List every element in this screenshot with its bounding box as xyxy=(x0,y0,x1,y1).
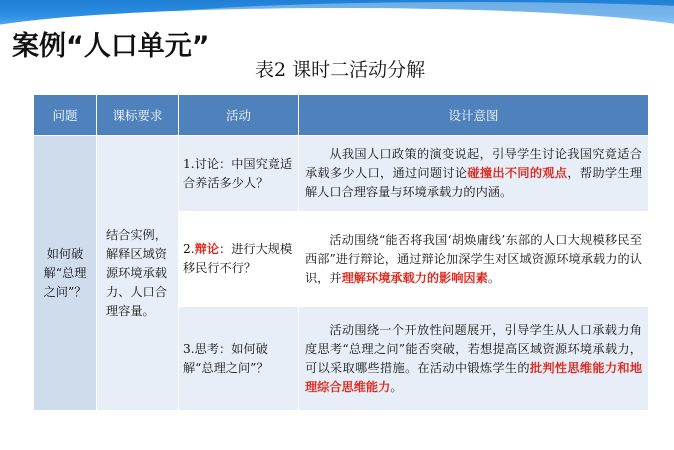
activity-text: 3.思考：如何破解“总理之问”？ xyxy=(183,341,269,375)
activity-cell xyxy=(179,136,299,212)
design-highlight: 碰撞出不同的观点 xyxy=(467,166,568,180)
requirement-cell xyxy=(97,136,179,411)
activity-highlight: 辩论 xyxy=(194,242,220,256)
design-text-tail: 。 xyxy=(390,379,403,394)
design-cell xyxy=(299,307,649,411)
activity-prefix: 2. xyxy=(183,242,195,256)
header-question: 问题 xyxy=(34,95,97,136)
activity-table xyxy=(33,94,649,411)
design-cell xyxy=(299,212,649,307)
page-title: 案例“人口单元” xyxy=(12,31,210,62)
design-text-tail: ，帮助学生理解人口合理容量与环境承载力的内涵。 xyxy=(305,166,643,199)
table-header-row xyxy=(34,95,649,136)
design-text: 活动围绕“能否将我国‘胡焕庸线’东部的人口大规模移民至西部”进行辩论，通过辩论加深学生对区域资源环境承载力的认识，并 xyxy=(305,232,642,285)
activity-text: ：进行大规模移民行不行？ xyxy=(183,242,293,275)
table-caption: 表2 课时二活动分解 xyxy=(255,59,426,81)
requirement-text: 结合实例，解释区域资源环境承载力、人口合理容量。 xyxy=(106,227,167,318)
question-text: 如何破解“总理之问”？ xyxy=(43,246,87,299)
design-text: 活动围绕一个开放性问题展开，引导学生从人口承载力角度思考“总理之问”能否突破，若想提高区域资源环境承载力，可以采取哪些措施。在活动中锻炼学生的 xyxy=(305,322,642,375)
header-design-intent: 设计意图 xyxy=(299,95,649,136)
design-text-tail: 。 xyxy=(487,270,500,285)
header-activity: 活动 xyxy=(179,95,299,136)
table-row xyxy=(34,136,649,212)
design-text: 从我国人口政策的演变说起，引导学生讨论我国究竟适合承载多少人口，通过问题讨论 xyxy=(305,147,642,180)
top-banner xyxy=(0,0,674,26)
design-highlight: 批判性思维能力和地理综合思维能力 xyxy=(305,360,643,394)
activity-cell xyxy=(179,307,299,411)
header-requirement: 课标要求 xyxy=(97,95,179,136)
activity-text: 1.讨论：中国究竟适合养活多少人？ xyxy=(183,156,293,190)
design-highlight: 理解环境承载力的影响因素 xyxy=(341,270,488,285)
question-cell xyxy=(34,136,97,411)
design-cell xyxy=(299,136,649,212)
activity-cell xyxy=(179,212,299,307)
